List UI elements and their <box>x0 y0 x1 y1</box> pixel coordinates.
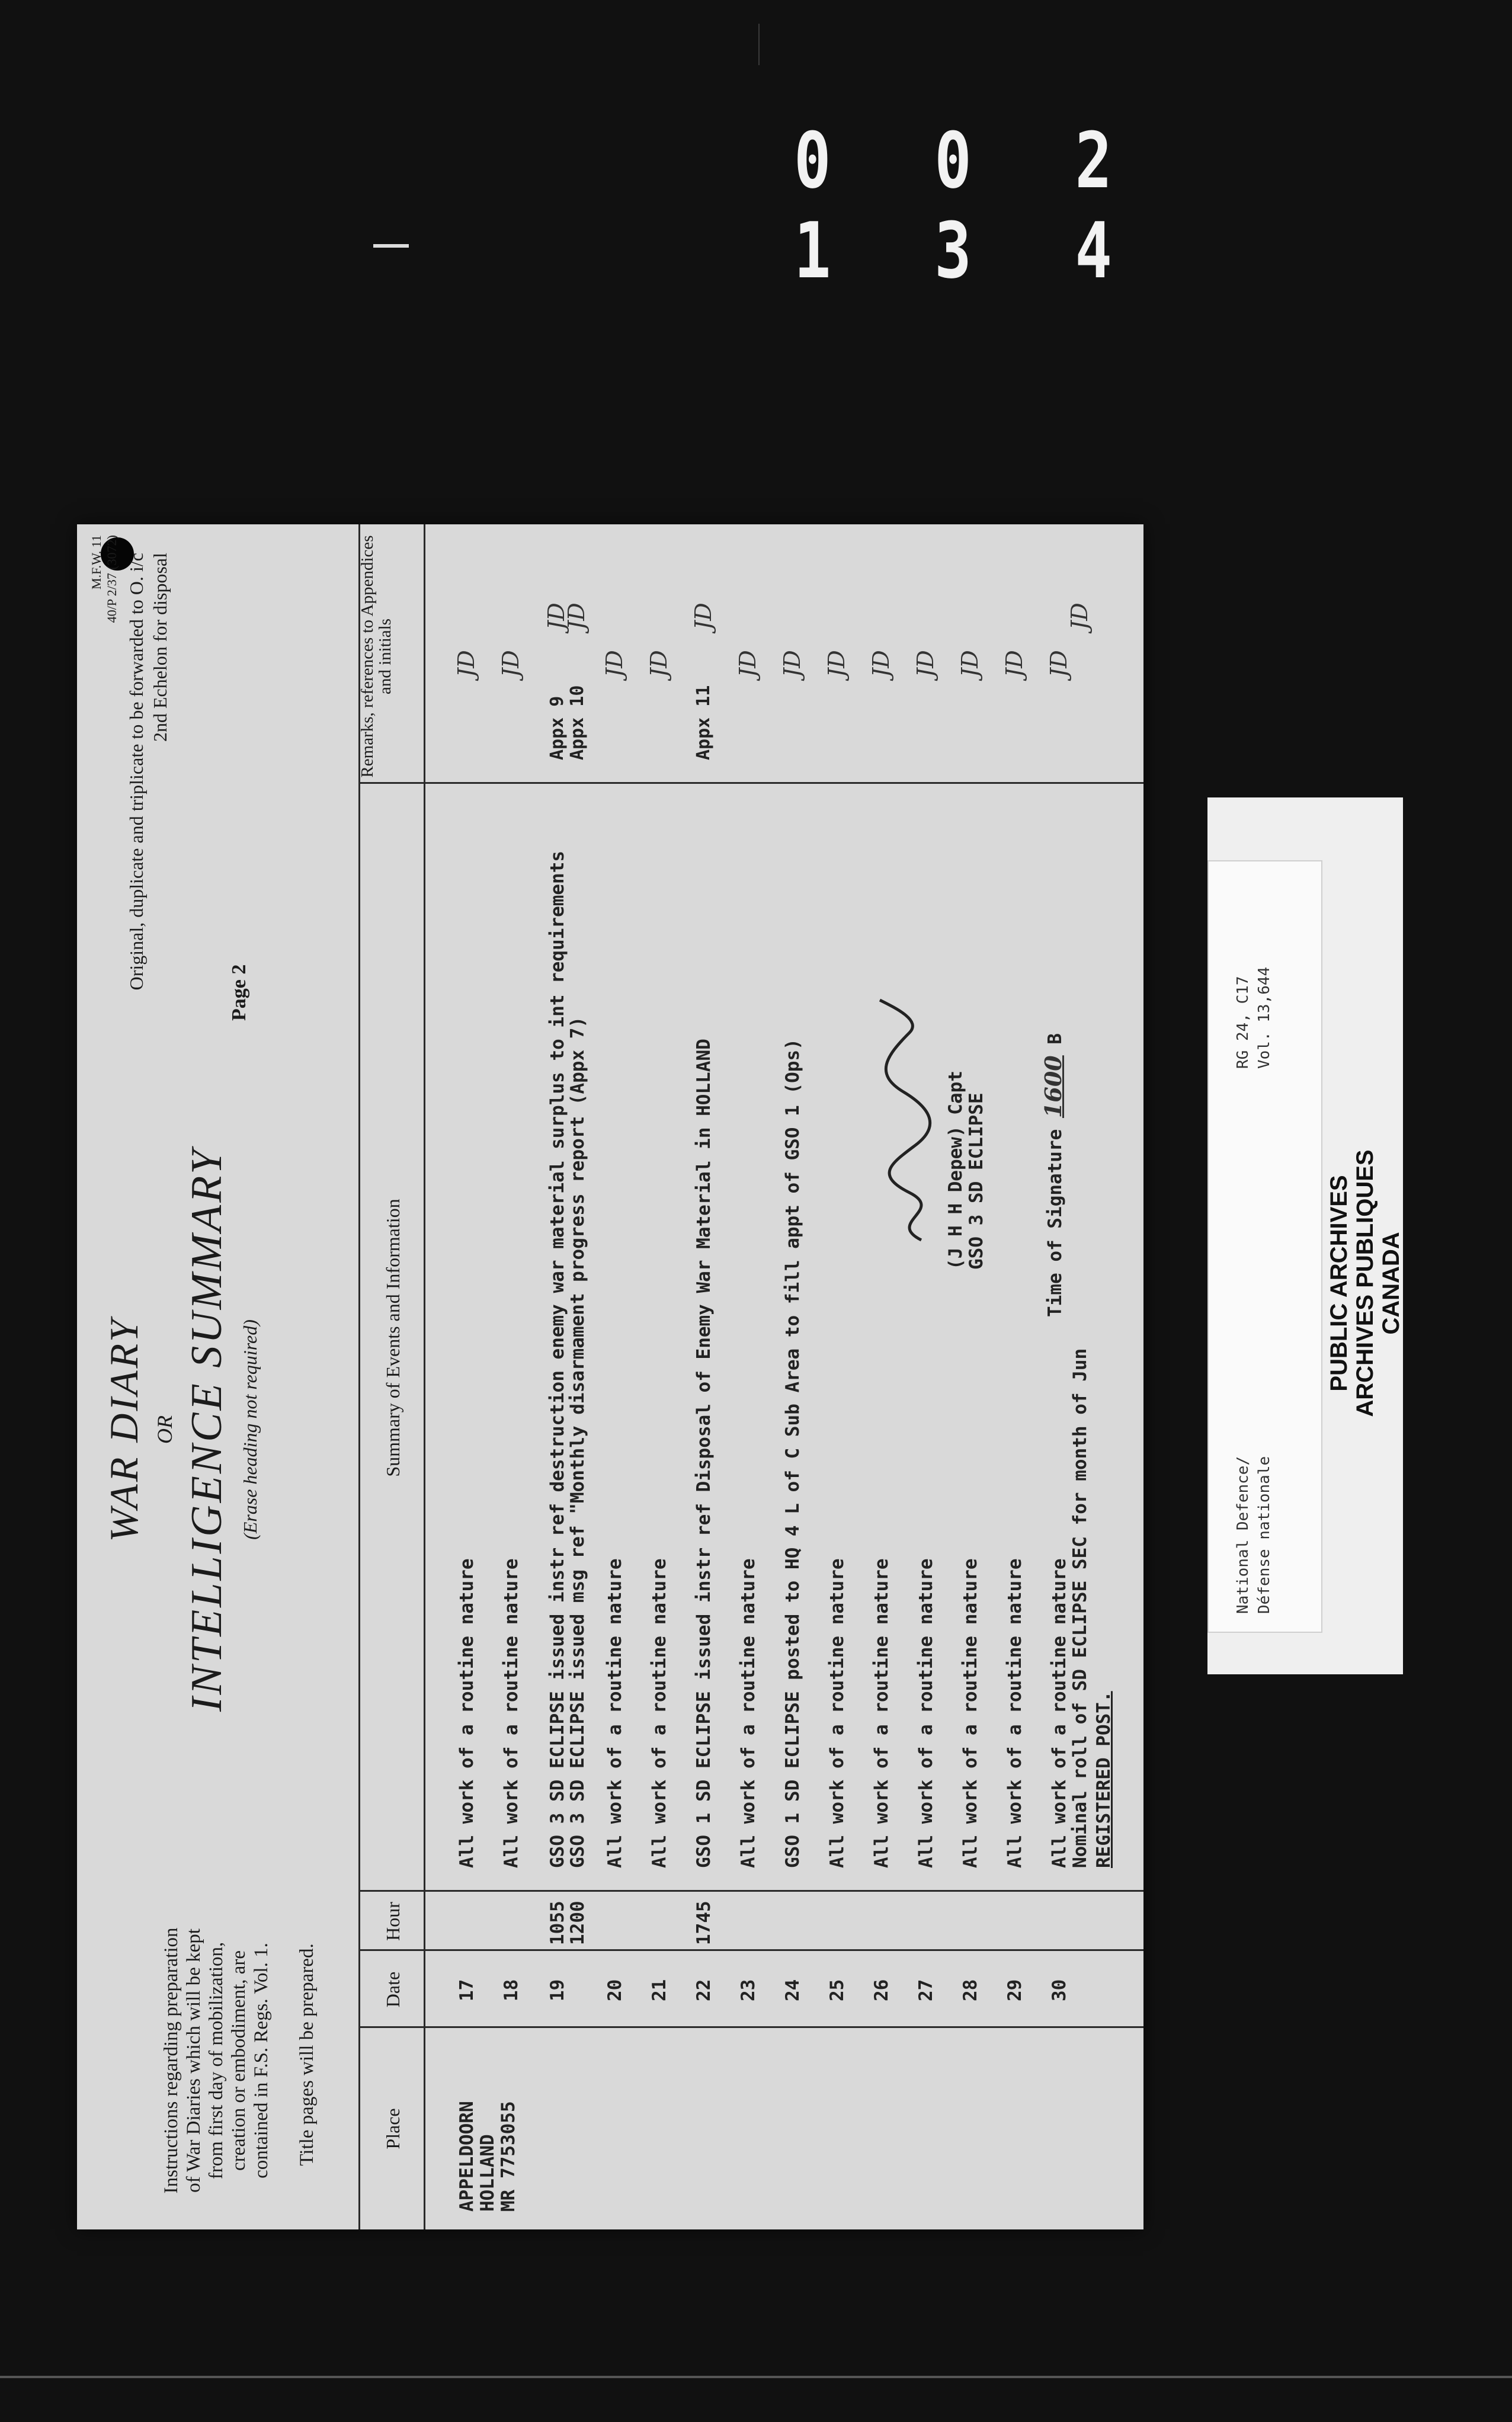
signatory-title: GSO 3 SD ECLIPSE <box>966 1093 987 1270</box>
initials-mark: JD <box>1066 603 1093 630</box>
entry-date: 29 <box>1004 1979 1026 2001</box>
entry-text: All work of a routine nature <box>649 1558 670 1868</box>
time-label: Time of Signature <box>1045 1129 1066 1317</box>
entry-text: Nominal roll of SD ECLIPSE SEC for month of Jun <box>1069 1348 1091 1868</box>
entry-text: All work of a routine nature <box>1004 1558 1026 1868</box>
entry-text: All work of a routine nature <box>960 1558 981 1868</box>
record-group-label <box>1232 967 1275 1069</box>
handwritten-signature <box>874 997 957 1246</box>
form-title <box>101 1045 261 1815</box>
appendix-ref: Appx 11 <box>693 685 714 760</box>
initials-mark: JD <box>563 603 590 630</box>
department-fr: Défense nationale <box>1255 1456 1273 1614</box>
initials-mark: JD <box>824 650 850 677</box>
archive-line-fr: ARCHIVES PUBLIQUES <box>1352 1149 1378 1417</box>
initials-mark: JD <box>543 603 569 630</box>
column-rule <box>358 1949 1143 1951</box>
header-summary: Summary of Events and Information <box>382 1199 403 1477</box>
instructions-text: Instructions regarding preparation of War Diaries which will be kept from first day of mobilization, creation or embodiment, are contained in F.S. Regs. Vol. 1. <box>161 1927 272 2194</box>
film-mark <box>373 244 409 248</box>
initials-mark: JD <box>690 603 716 630</box>
archive-line-country: CANADA <box>1378 1232 1404 1335</box>
appendix-ref: Appx 10 <box>567 685 588 760</box>
entry-date: 28 <box>960 1979 981 2001</box>
entry-date: 23 <box>738 1979 759 2001</box>
entry-date: 25 <box>827 1979 848 2001</box>
intelligence-summary-heading: INTELLIGENCE SUMMARY <box>182 1147 231 1712</box>
diary-table <box>358 524 1143 2229</box>
header-hour: Hour <box>382 1902 403 1941</box>
entry-hour: 1200 <box>567 1901 588 1945</box>
entry-text: All work of a routine nature <box>871 1558 892 1868</box>
archive-label-card <box>1207 797 1403 1674</box>
entry-text: GSO 1 SD ECLIPSE issued instr ref Disposal of Enemy War Material in HOLLAND <box>693 1039 715 1868</box>
film-scratch <box>0 2376 1512 2378</box>
initials-mark: JD <box>453 650 479 677</box>
entry-text: All work of a routine nature <box>456 1558 478 1868</box>
column-rule <box>358 2026 1143 2028</box>
registered-post: REGISTERED POST. <box>1093 1691 1114 1868</box>
entry-text: All work of a routine nature <box>604 1558 626 1868</box>
appendix-ref: Appx 9 <box>547 696 568 760</box>
initials-mark: JD <box>735 650 761 677</box>
department-en: National Defence/ <box>1234 1456 1252 1614</box>
entry-text: All work of a routine nature <box>915 1558 937 1868</box>
entry-text: All work of a routine nature <box>1049 1558 1070 1868</box>
page-number: Page 2 <box>228 964 250 1021</box>
entry-text: GSO 3 SD ECLIPSE issued instr ref destruction enemy war material surplus to int requirements <box>547 850 568 1868</box>
time-suffix: B <box>1045 1033 1066 1045</box>
entry-text: All work of a routine nature <box>827 1558 848 1868</box>
initials-mark: JD <box>912 650 938 677</box>
place-line: APPELDOORN <box>456 2101 478 2212</box>
war-diary-heading: WAR DIARY <box>101 1317 146 1542</box>
place-line: HOLLAND <box>477 2134 498 2212</box>
header-place: Place <box>382 2108 403 2149</box>
entry-hour: 1055 <box>547 1901 568 1945</box>
department-label <box>1232 1456 1275 1614</box>
archive-stamp <box>1326 1088 1404 1479</box>
erase-heading-note: (Erase heading not required) <box>239 1319 261 1540</box>
archive-label-inner <box>1207 860 1322 1633</box>
header-date: Date <box>382 1971 403 2008</box>
entry-date: 27 <box>915 1979 937 2001</box>
initials-mark: JD <box>646 650 672 677</box>
volume-number: Vol. 13,644 <box>1255 966 1273 1069</box>
initials-mark: JD <box>779 650 805 677</box>
entry-date: 26 <box>871 1979 892 2001</box>
header-remarks: Remarks, references to Appendices and initials <box>358 535 395 778</box>
entry-date: 21 <box>649 1979 670 2001</box>
time-value: 1600 <box>1040 1055 1066 1119</box>
entry-text: GSO 3 SD ECLIPSE issued msg ref "Monthly disarmament progress report (Appx 7) <box>567 1016 588 1868</box>
initials-mark: JD <box>1046 650 1072 677</box>
entry-text: All work of a routine nature <box>738 1558 759 1868</box>
war-diary-page <box>77 524 1143 2229</box>
archive-line-en: PUBLIC ARCHIVES <box>1326 1175 1352 1392</box>
initials-mark: JD <box>1001 650 1027 677</box>
entry-hour: 1745 <box>693 1901 715 1945</box>
form-reference: M.F.W. 11 40/P 2/37 (3072) <box>89 535 119 623</box>
entry-date: 30 <box>1049 1979 1070 2001</box>
initials-mark: JD <box>868 650 894 677</box>
microfilm-frame-number: 0 0 2 1 3 4 <box>794 116 1146 296</box>
distribution-note: Original, duplicate and triplicate to be forwarded to O. i/c 2nd Echelon for disposal <box>126 553 171 991</box>
entry-text: All work of a routine nature <box>501 1558 522 1868</box>
entry-date: 20 <box>604 1979 626 2001</box>
column-rule <box>358 1890 1143 1892</box>
signatory-name: (J H H Depew) Capt <box>945 1071 966 1270</box>
entry-date: 22 <box>693 1979 715 2001</box>
or-heading: OR <box>153 1415 177 1444</box>
column-rule <box>358 782 1143 784</box>
entry-date: 19 <box>547 1979 568 2001</box>
header-rule <box>424 524 425 2229</box>
initials-mark: JD <box>601 650 627 677</box>
record-group: RG 24, C17 <box>1234 976 1252 1069</box>
time-of-signature <box>1040 1033 1066 1317</box>
entry-date: 18 <box>501 1979 522 2001</box>
entry-text: GSO 1 SD ECLIPSE posted to HQ 4 L of C Sub Area to fill appt of GSO 1 (Ops) <box>782 1039 803 1868</box>
film-scratch <box>758 24 760 65</box>
initials-mark: JD <box>957 650 983 677</box>
entry-date: 24 <box>782 1979 803 2001</box>
initials-mark: JD <box>498 650 524 677</box>
entry-date: 17 <box>456 1979 478 2001</box>
place-line: MR 7753055 <box>498 2101 519 2212</box>
title-pages-note: Title pages will be prepared. <box>296 1943 318 2166</box>
